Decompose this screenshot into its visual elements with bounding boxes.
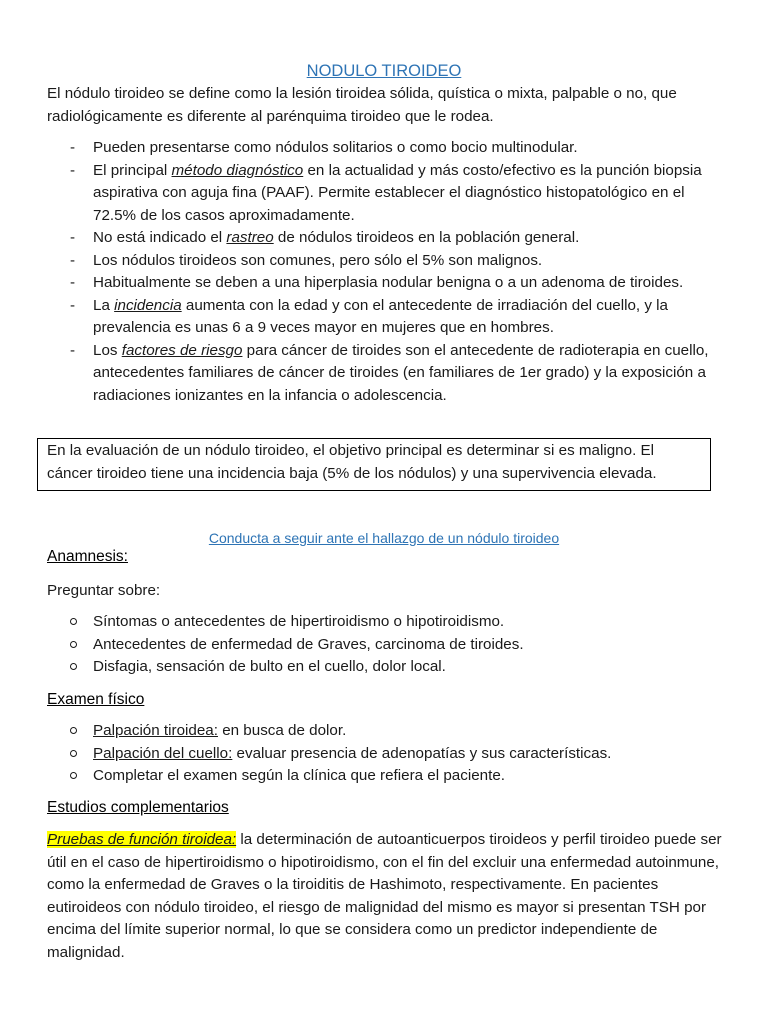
estudios-paragraph: Pruebas de función tiroidea: la determinación de autoanticuerpos tiroideos y perfil tiroideo puede ser útil en el caso de hipertiroidismo o hipotiroidismo, con el fin del excluir una enfermedad autoinmune, como la enfermedad de Graves o la tiroiditis de Hashimoto, respectivamente. En pacientes eutiroideos con nódulo tiroideo, el riesgo de malignidad del mismo es mayor si presentan TSH por encima del límite superior normal, lo que se considera como un predictor independiente de malignidad. — [47, 831, 722, 961]
emphasis-term: incidencia — [114, 296, 182, 314]
estudios-heading: Estudios complementarios — [47, 799, 229, 816]
list-item: - La incidencia aumenta con la edad y con el antecedente de irradiación del cuello, y la prevalencia es unas 6 a 9 veces mayor en mujeres que en hombres. — [70, 296, 668, 336]
dash-bullet: - — [70, 341, 76, 359]
anamnesis-lead: Preguntar sobre: — [47, 582, 161, 599]
dash-bullet: - — [70, 274, 76, 291]
anamnesis-list — [0, 611, 768, 679]
list-item: Antecedentes de enfermedad de Graves, carcinoma de tiroides. — [0, 634, 768, 657]
circle-bullet-icon — [70, 750, 77, 757]
circle-bullet-icon — [70, 727, 77, 734]
list-item: Síntomas o antecedentes de hipertiroidismo o hipotiroidismo. — [0, 611, 768, 634]
highlighted-term: Pruebas de función tiroidea: — [47, 831, 237, 848]
list-item: Completar el examen según la clínica que refiera el paciente. — [0, 765, 768, 788]
examen-list — [0, 720, 768, 788]
list-item: - No está indicado el rastreo de nódulos tiroideos en la población general. — [0, 227, 768, 250]
circle-bullet-icon — [70, 618, 77, 625]
list-item: - Los factores de riesgo para cáncer de tiroides son el antecedente de radioterapia en cuello, antecedentes familiares de cáncer de tiroides (en familiares de 1er grado) y la exposición a radiaciones ionizantes en la infancia o adolescencia. — [70, 341, 709, 404]
emphasis-term: factores de riesgo — [121, 341, 243, 359]
key-points-list — [0, 137, 768, 407]
list-item: Disfagia, sensación de bulto en el cuello, dolor local. — [0, 656, 768, 679]
list-item: Palpación del cuello: evaluar presencia de adenopatías y sus características. — [0, 743, 768, 766]
anamnesis-heading: Anamnesis: — [47, 548, 128, 565]
key-message-box: En la evaluación de un nódulo tiroideo, el objetivo principal es determinar si es maligno. El cáncer tiroideo tiene una incidencia baja (5% de los nódulos) y una supervivencia elevada. — [37, 438, 711, 491]
emphasis-term: método diagnóstico — [171, 161, 304, 179]
document-title: NODULO TIROIDEO — [306, 62, 462, 80]
circle-bullet-icon — [70, 663, 77, 670]
section-subtitle: Conducta a seguir ante el hallazgo de un nódulo tiroideo — [208, 530, 560, 546]
dash-bullet: - — [70, 251, 76, 269]
list-item: - Los nódulos tiroideos son comunes, pero sólo el 5% son malignos. — [0, 250, 768, 273]
circle-bullet-icon — [70, 641, 77, 648]
intro-paragraph: El nódulo tiroideo se define como la lesión tiroidea sólida, quística o mixta, palpable o no, que radiológicamente es diferente al parénquima tiroideo que le rodea. — [47, 85, 677, 125]
list-item: Palpación tiroidea: en busca de dolor. — [0, 720, 768, 743]
dash-bullet: - — [70, 229, 76, 246]
circle-bullet-icon — [70, 772, 77, 779]
list-item: - El principal método diagnóstico en la actualidad y más costo/efectivo es la punción biopsia aspirativa con aguja fina (PAAF). Permite establecer el diagnóstico histopatológico en el 72.5% de los casos aproximadamente. — [70, 161, 702, 224]
dash-bullet: - — [70, 139, 76, 156]
list-item: - Habitualmente se deben a una hiperplasia nodular benigna o a un adenoma de tiroides. — [0, 272, 768, 295]
list-item: - Pueden presentarse como nódulos solitarios o como bocio multinodular. — [0, 137, 768, 160]
dash-bullet: - — [70, 161, 76, 179]
emphasis-term: rastreo — [226, 229, 274, 246]
dash-bullet: - — [70, 296, 76, 314]
examen-heading: Examen físico — [47, 691, 145, 708]
